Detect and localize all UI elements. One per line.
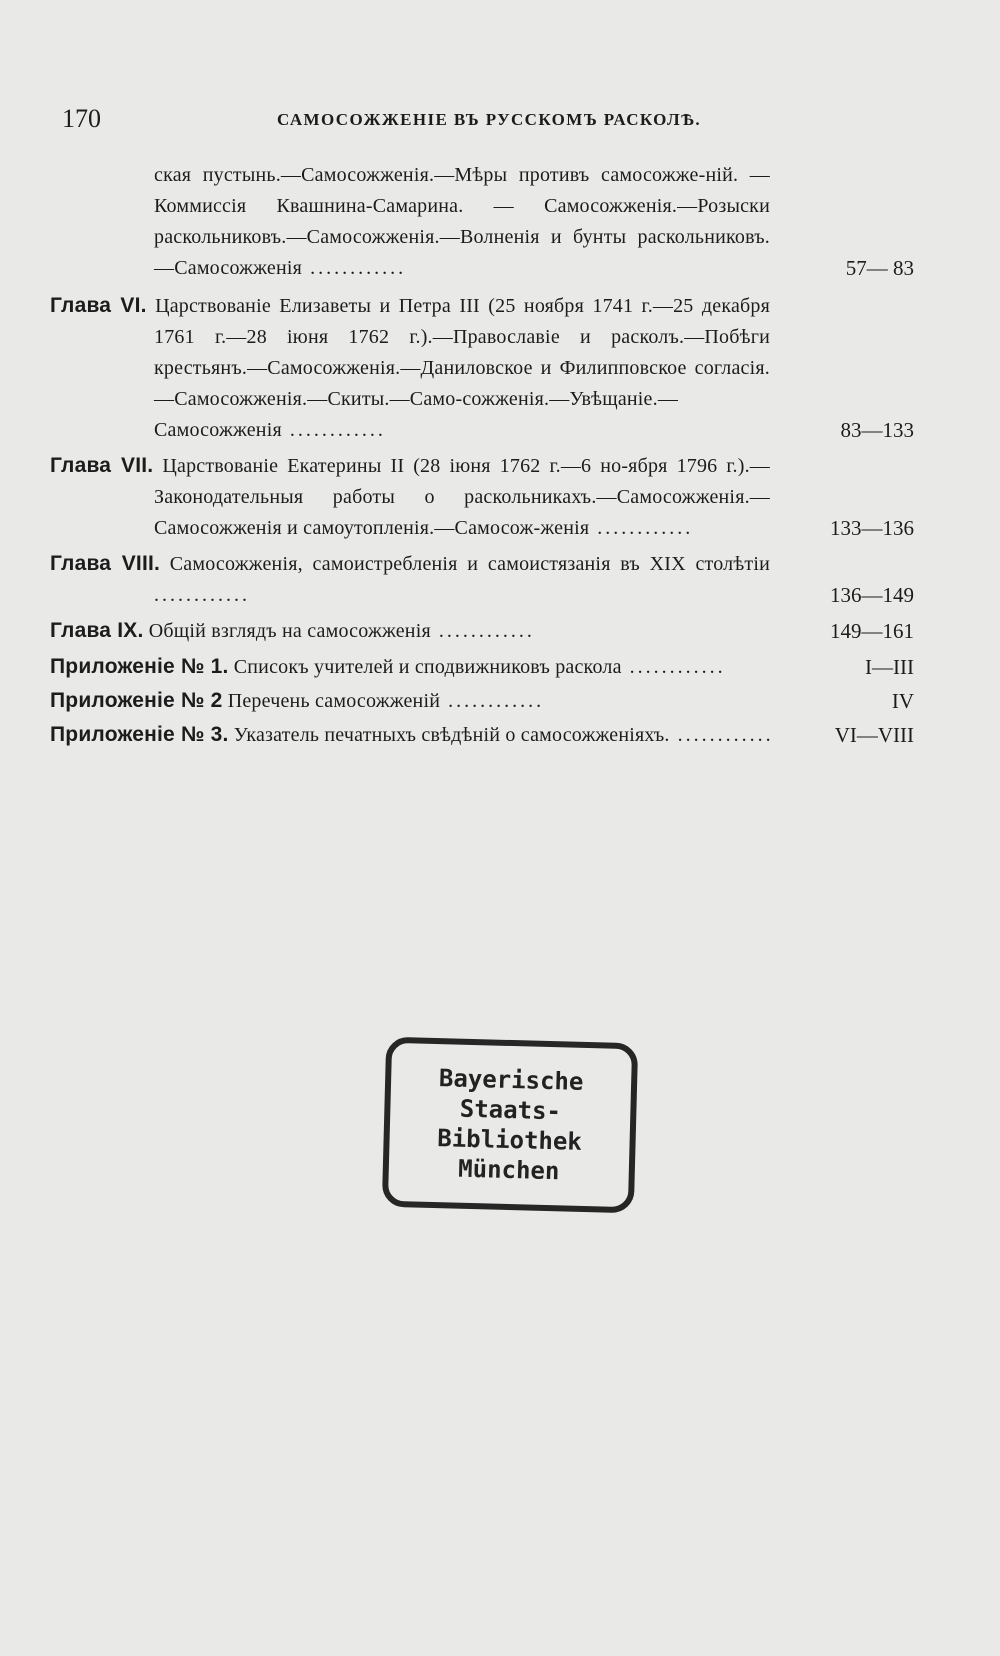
dot-leader: ............ <box>302 257 407 279</box>
toc-entry-label: Приложеніе № 2 <box>50 689 223 712</box>
toc-entry-label: Глава VI. <box>50 294 147 317</box>
toc-entry-label: Глава VIII. <box>50 552 161 575</box>
toc-entry-body <box>50 290 920 446</box>
toc-entry-pages: 149—161 <box>830 619 914 643</box>
dot-leader: ............ <box>430 620 535 642</box>
toc-entry <box>50 719 920 751</box>
toc-entry <box>50 615 920 647</box>
dot-leader: ............ <box>281 419 386 441</box>
toc-entry <box>50 290 920 446</box>
stamp-line: Staats- <box>459 1094 562 1126</box>
toc-entry-label: Глава IX. <box>50 619 144 642</box>
page-number: 170 <box>62 104 101 133</box>
toc-entry-text: Общій взглядъ на самосожженія <box>148 620 431 642</box>
toc-entry-pages: I—III <box>865 655 914 679</box>
toc-entry <box>50 651 920 683</box>
toc-entry-body <box>50 651 920 683</box>
toc-entry-pages: VI—VIII <box>834 723 914 747</box>
toc-entry-text: Списокъ учителей и сподвижниковъ раскола <box>233 656 622 678</box>
toc-entry <box>50 548 920 611</box>
page-header <box>62 104 922 144</box>
stamp-line: Bayerische <box>438 1064 584 1096</box>
library-stamp <box>382 1037 638 1214</box>
toc-entry-body <box>50 160 920 284</box>
toc-entry-label: Приложеніе № 1. <box>50 655 229 678</box>
toc-entry-text: Указатель печатныхъ свѣдѣній о самосожженіяхъ. <box>233 724 670 746</box>
table-of-contents <box>50 160 920 751</box>
toc-entry-body <box>50 719 920 751</box>
toc-entry-text: Царствованіе Екатерины II (28 іюня 1762 г.—6 но-ября 1796 г.).—Законодательныя работы о раскольникахъ.—Самосожженія.—Самосожженія и самоутопленія.—Самосож-женія <box>154 455 770 539</box>
toc-entry-body <box>50 615 920 647</box>
stamp-line: München <box>457 1154 560 1186</box>
toc-entry-pages: 136—149 <box>830 583 914 607</box>
dot-leader: ............ <box>589 517 694 539</box>
toc-entry <box>50 685 920 717</box>
toc-entry-body <box>50 450 920 544</box>
toc-entry-body <box>50 685 920 717</box>
toc-entry <box>50 160 920 284</box>
toc-entry-pages: 83—133 <box>840 418 914 442</box>
running-title: САМОСОЖЖЕНІЕ ВЪ РУССКОМЪ РАСКОЛѢ. <box>277 110 702 129</box>
toc-entry-pages: 57— 83 <box>845 256 914 280</box>
toc-entry-text: ская пустынь.—Самосожженія.—Мѣры противъ самосожже-ній. — Коммиссія Квашнина-Самарина. — Самосожженія.—Розыски раскольниковъ.—Самосожженія.—Волненія и бунты раскольниковъ.—Самосожженія <box>154 164 770 279</box>
toc-entry-text: Перечень самосожженій <box>227 690 441 712</box>
toc-entry <box>50 450 920 544</box>
toc-entry-body <box>50 548 920 611</box>
stamp-line: Bibliothek <box>437 1124 583 1156</box>
toc-entry-text: Царствованіе Елизаветы и Петра III (25 ноября 1741 г.—25 декабря 1761 г.—28 іюня 1762 г.).—Православіе и расколъ.—Побѣги крестьянъ.—Самосожженія.—Даниловское и Филипповское согласія.—Самосожженія.—Скиты.—Само-сожженія.—Увѣщаніе.—Самосожженія <box>154 295 770 441</box>
toc-entry-pages: IV <box>891 689 914 713</box>
toc-entry-text: Самосожженія, самоистребленія и самоистязанія въ XIX столѣтіи <box>169 553 770 575</box>
dot-leader: ............ <box>621 656 726 678</box>
dot-leader: ............ <box>669 724 774 746</box>
dot-leader: ............ <box>154 584 250 606</box>
toc-entry-label: Глава VII. <box>50 454 154 477</box>
dot-leader: ............ <box>440 690 545 712</box>
toc-entry-pages: 133—136 <box>830 516 914 540</box>
toc-entry-label: Приложеніе № 3. <box>50 723 229 746</box>
